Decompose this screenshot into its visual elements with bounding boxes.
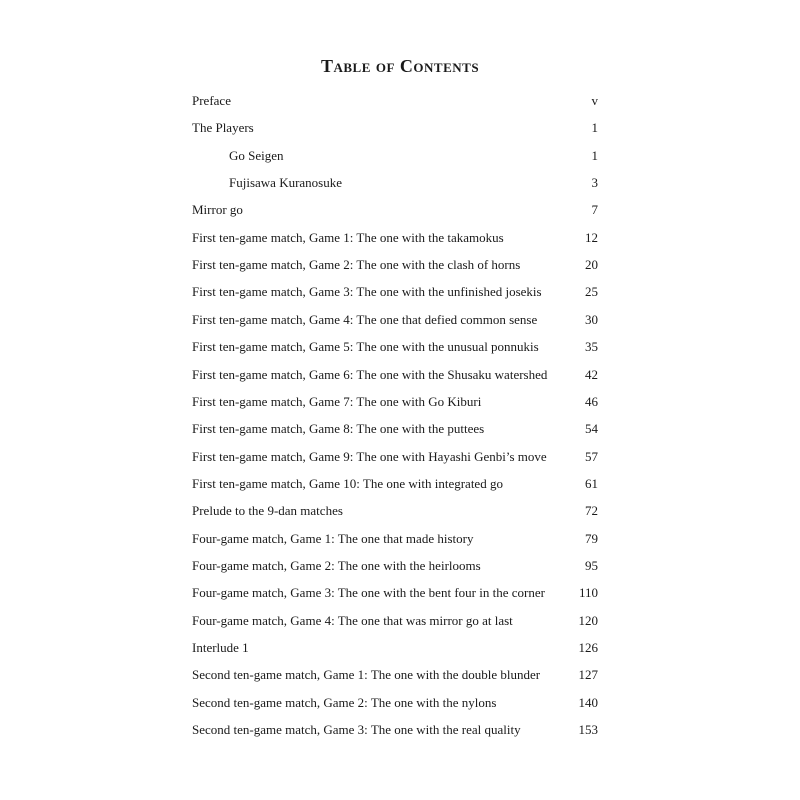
toc-entry-title: First ten-game match, Game 8: The one with the puttees [192, 421, 485, 436]
toc-entry-title: First ten-game match, Game 5: The one with the unusual ponnukis [192, 339, 539, 354]
toc-entry [192, 337, 598, 357]
toc-page-number: 120 [578, 613, 598, 628]
toc-page-number: 127 [578, 667, 598, 682]
toc-page-number: 1 [591, 148, 598, 163]
toc-entry [192, 474, 598, 494]
toc-page-number: 3 [591, 175, 598, 190]
toc-entry-title: Second ten-game match, Game 1: The one with the double blunder [192, 667, 541, 682]
toc-entry-title: Preface [192, 93, 231, 108]
toc-entry-title: First ten-game match, Game 6: The one with the Shusaku watershed [192, 367, 548, 382]
toc-page-number: 30 [585, 312, 598, 327]
toc-entry-title: First ten-game match, Game 1: The one with the takamokus [192, 230, 504, 245]
toc-entry [192, 693, 598, 713]
toc-entry-title: Interlude 1 [192, 640, 249, 655]
toc-page-number: 54 [585, 421, 598, 436]
toc-entry-title: Four-game match, Game 4: The one that was mirror go at last [192, 613, 513, 628]
toc-entry-title: First ten-game match, Game 10: The one with integrated go [192, 476, 503, 491]
toc-entry [192, 556, 598, 576]
toc-page-number: 12 [585, 230, 598, 245]
toc-entry [192, 392, 598, 412]
toc-page-number: 35 [585, 339, 598, 354]
toc-entry-title: First ten-game match, Game 2: The one with the clash of horns [192, 257, 521, 272]
toc-entry [192, 310, 598, 330]
toc-entry [192, 419, 598, 439]
toc-entry [192, 228, 598, 248]
toc-entry [192, 146, 598, 166]
toc-entry [192, 638, 598, 658]
toc-entry-title: Prelude to the 9-dan matches [192, 503, 343, 518]
toc-page-number: 110 [578, 585, 598, 600]
toc-entry [192, 255, 598, 275]
toc-entry [192, 529, 598, 549]
toc-entry-title: First ten-game match, Game 7: The one with Go Kiburi [192, 394, 482, 409]
toc-entry [192, 91, 598, 111]
toc-page-number: 25 [585, 284, 598, 299]
toc-entry-title: Go Seigen [229, 148, 284, 163]
toc-entry-title: Fujisawa Kuranosuke [229, 175, 343, 190]
toc-entry-title: The Players [192, 120, 254, 135]
toc-page-number: 42 [585, 367, 598, 382]
toc-entry-title: Four-game match, Game 1: The one that made history [192, 531, 474, 546]
toc-entry-title: Second ten-game match, Game 2: The one with the nylons [192, 695, 497, 710]
toc-entry-title: First ten-game match, Game 9: The one with Hayashi Genbi’s move [192, 449, 547, 464]
toc-entry [192, 501, 598, 521]
toc-entry [192, 365, 598, 385]
toc-page-number: 7 [591, 202, 598, 217]
toc-entry-title: Four-game match, Game 2: The one with the heirlooms [192, 558, 481, 573]
toc-page-number: 79 [585, 531, 598, 546]
toc-entry [192, 447, 598, 467]
toc-entry-title: Mirror go [192, 202, 243, 217]
toc-page-number: 153 [578, 722, 598, 737]
toc-page-number: 72 [585, 503, 598, 518]
toc-entry [192, 720, 598, 740]
toc-page-number: 57 [585, 449, 598, 464]
toc-page-number: 20 [585, 257, 598, 272]
toc-page-number: 1 [591, 120, 598, 135]
toc-entry-title: First ten-game match, Game 3: The one with the unfinished josekis [192, 284, 542, 299]
toc-entry-title: Second ten-game match, Game 3: The one with the real quality [192, 722, 521, 737]
toc-entry [192, 665, 598, 685]
toc-page-number: v [591, 93, 598, 108]
toc-entry [192, 118, 598, 138]
toc-entry [192, 173, 598, 193]
toc-entry [192, 583, 598, 603]
toc-page-number: 140 [578, 695, 598, 710]
toc-entry-title: Four-game match, Game 3: The one with the bent four in the corner [192, 585, 545, 600]
toc-page-number: 95 [585, 558, 598, 573]
toc-page-number: 46 [585, 394, 598, 409]
toc-page-number: 61 [585, 476, 598, 491]
toc-entry [192, 611, 598, 631]
toc-entry [192, 282, 598, 302]
page-title: Table of Contents [320, 56, 480, 76]
toc-entry [192, 200, 598, 220]
toc-entry-title: First ten-game match, Game 4: The one that defied common sense [192, 312, 538, 327]
toc-page-number: 126 [578, 640, 598, 655]
